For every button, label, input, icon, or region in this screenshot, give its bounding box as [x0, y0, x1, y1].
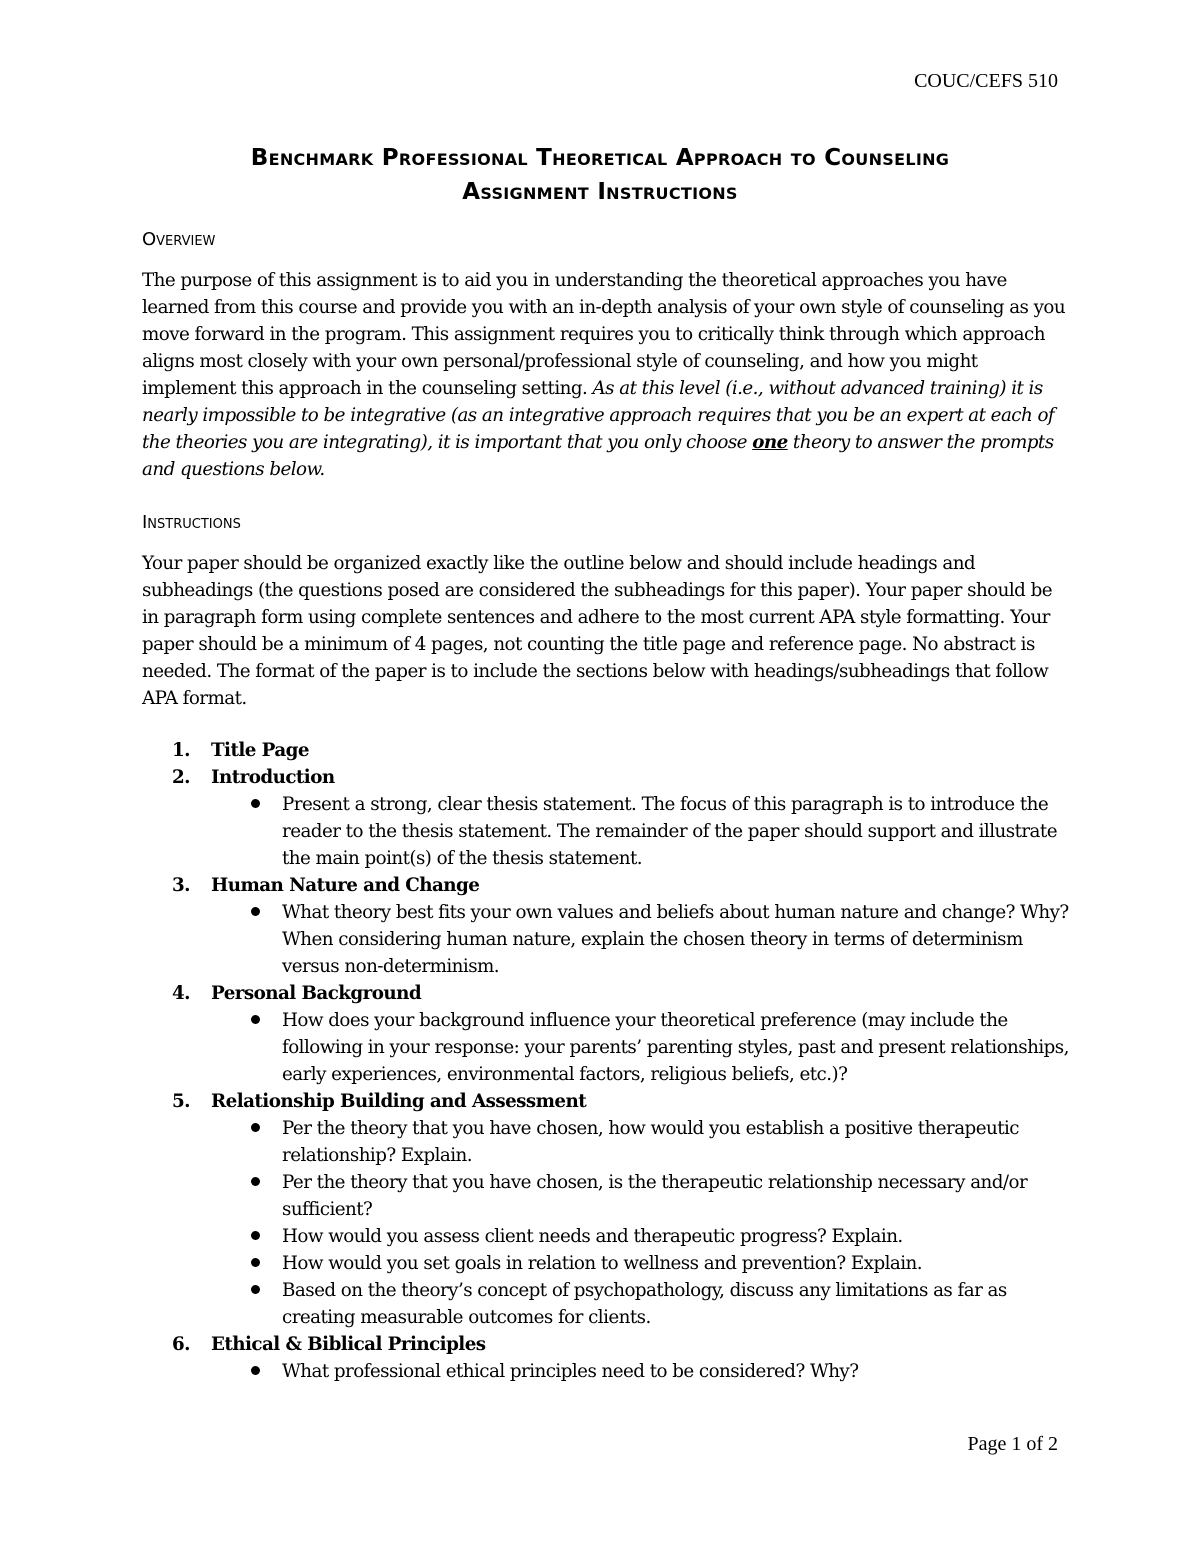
bullet-list [211, 1007, 1082, 1088]
bullet-text: Based on the theory’s concept of psychopathology, discuss any limitations as far as creating measurable outcomes for clients. [282, 1280, 1007, 1328]
title-line-1: Benchmark Professional Theoretical Approach to Counseling [250, 145, 950, 171]
bullet-list [211, 791, 1082, 872]
overview-text: The purpose of this assignment is to aid you in understanding the theoretical approaches you have learned from this course and provide you with an in-depth analysis of your own style of counseling as you move forward in the program. This assignment requires you to critically think through which approach aligns most closely with your own personal/professional style of counseling, and how you might implement this approach in the counseling setting. [142, 270, 1066, 399]
bullet-text: How would you assess client needs and therapeutic progress? Explain. [282, 1226, 903, 1247]
instructions-heading: Instructions [142, 512, 241, 533]
course-code: COUC/CEFS 510 [914, 70, 1058, 92]
bullet-item [282, 1169, 1082, 1223]
assignment-outline [172, 737, 1082, 1385]
bullet-text: What professional ethical principles need to be considered? Why? [282, 1361, 859, 1382]
bullet-icon [251, 1285, 260, 1294]
bullet-icon [251, 1366, 260, 1375]
outline-number: 5. [172, 1091, 190, 1112]
page-number: Page 1 of 2 [967, 1433, 1058, 1455]
outline-heading: Ethical & Biblical Principles [211, 1334, 486, 1355]
bullet-icon [251, 1123, 260, 1132]
outline-item [172, 737, 1082, 764]
bullet-text: How does your background influence your theoretical preference (may include the following in your response: your parents’ parenting styles, past and present relationships, early experiences, environmental factors, religious beliefs, etc.)? [282, 1010, 1069, 1085]
bullet-list [211, 1115, 1082, 1331]
bullet-icon [251, 1177, 260, 1186]
overview-italic-text-2: theory to answer the prompts and questions below. [142, 432, 1054, 480]
bullet-icon [251, 799, 260, 808]
title-line-2: Assignment Instructions [462, 179, 738, 205]
overview-italic-text-1: As at this level (i.e., without advanced training) it is nearly impossible to be integrative (as an integrative approach requires that you be an expert at each of the theories you are integrating), it is important that you only choose [142, 378, 1055, 453]
overview-emphasis-one: one [752, 432, 788, 453]
bullet-item [282, 1250, 1082, 1277]
bullet-icon [251, 1015, 260, 1024]
outline-number: 6. [172, 1334, 190, 1355]
outline-number: 4. [172, 983, 190, 1004]
bullet-item [282, 1115, 1082, 1169]
outline-item [172, 764, 1082, 872]
instructions-paragraph: Your paper should be organized exactly like the outline below and should include headings and subheadings (the questions posed are considered the subheadings for this paper). Your paper should be in paragraph form using complete sentences and adhere to the most current APA style formatting. Your paper should be a minimum of 4 pages, not counting the title page and reference page. No abstract is needed. The format of the paper is to include the sections below with headings/subheadings that follow APA format. [142, 553, 1052, 709]
outline-item [172, 872, 1082, 980]
outline-number: 3. [172, 875, 190, 896]
outline-number: 1. [172, 740, 190, 761]
outline-item [172, 1088, 1082, 1331]
bullet-text: How would you set goals in relation to wellness and prevention? Explain. [282, 1253, 923, 1274]
bullet-item [282, 1277, 1082, 1331]
overview-heading: Overview [142, 229, 216, 250]
outline-item [172, 980, 1082, 1088]
outline-item [172, 1331, 1082, 1385]
bullet-list [211, 1358, 1082, 1385]
bullet-text: Present a strong, clear thesis statement. The focus of this paragraph is to introduce the reader to the thesis statement. The remainder of the paper should support and illustrate the main point(s) of the thesis statement. [282, 794, 1057, 869]
outline-heading: Introduction [211, 767, 335, 788]
bullet-item [282, 1223, 1082, 1250]
outline-heading: Human Nature and Change [211, 875, 480, 896]
bullet-text: What theory best fits your own values and beliefs about human nature and change? Why? When considering human nature, explain the chosen theory in terms of determinism versus non-determinism. [282, 902, 1069, 977]
bullet-icon [251, 1231, 260, 1240]
bullet-item [282, 1358, 1082, 1385]
bullet-icon [251, 1258, 260, 1267]
outline-number: 2. [172, 767, 190, 788]
bullet-icon [251, 907, 260, 916]
bullet-item [282, 899, 1082, 980]
outline-heading: Relationship Building and Assessment [211, 1091, 587, 1112]
outline-heading: Personal Background [211, 983, 422, 1004]
bullet-list [211, 899, 1082, 980]
document-title [120, 141, 1080, 209]
bullet-text: Per the theory that you have chosen, how would you establish a positive therapeutic relationship? Explain. [282, 1118, 1019, 1166]
overview-paragraph [142, 267, 1072, 483]
bullet-text: Per the theory that you have chosen, is the therapeutic relationship necessary and/or sufficient? [282, 1172, 1028, 1220]
outline-heading: Title Page [211, 740, 309, 761]
bullet-item [282, 1007, 1082, 1088]
bullet-item [282, 791, 1082, 872]
